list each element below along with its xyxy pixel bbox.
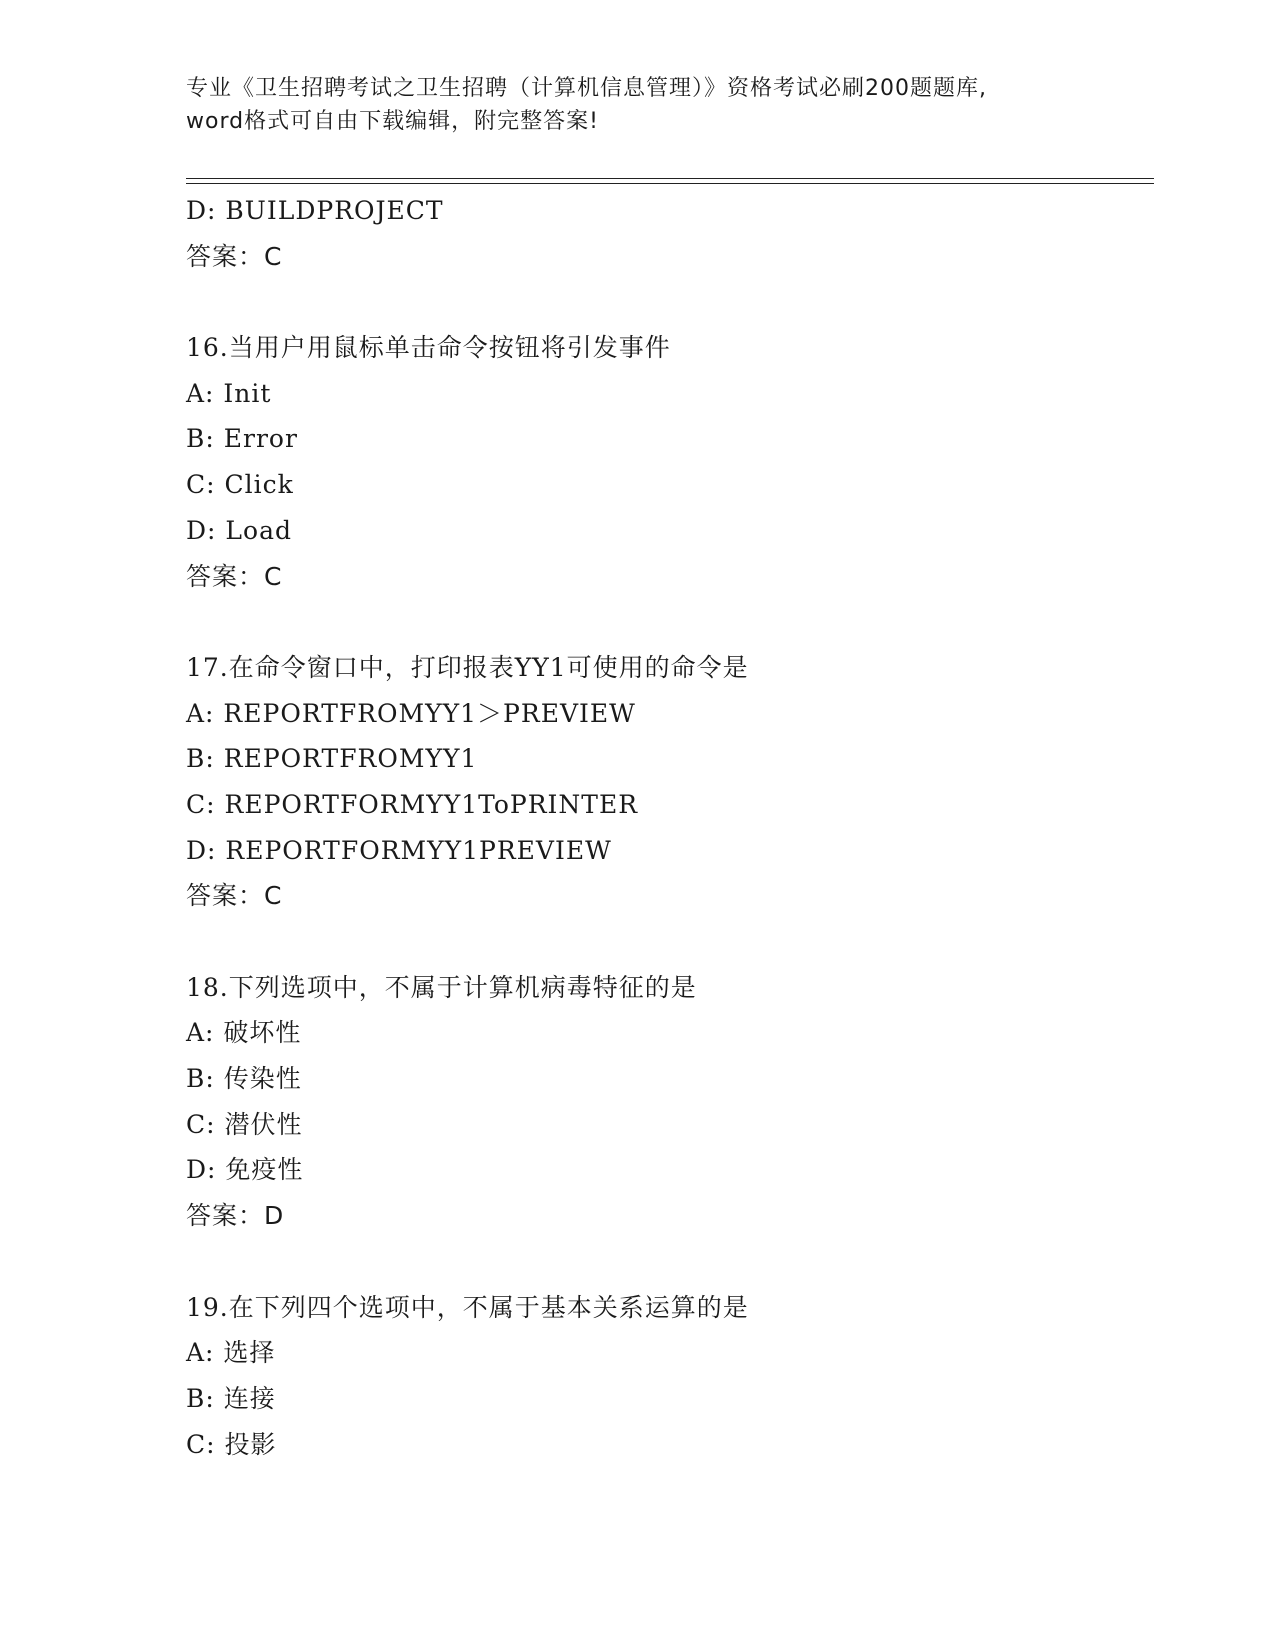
question-16 [186,325,1166,599]
option-a: A: REPORTFROMYY1＞PREVIEW [186,698,636,728]
option-b: B: 传染性 [186,1064,302,1094]
option-b: B: REPORTFROMYY1 [186,744,478,774]
answer-line: 答案：C [186,561,283,591]
question-18 [186,965,1166,1239]
option-c: C: REPORTFORMYY1ToPRINTER [186,789,639,819]
question-stem: 18.下列选项中，不属于计算机病毒特征的是 [186,972,697,1002]
question-19 [186,1285,1166,1468]
option-a: A: 选择 [186,1338,276,1368]
spacer [186,279,1166,325]
spacer [186,599,1166,645]
question-17 [186,645,1166,919]
spacer [186,1239,1166,1285]
answer-line: 答案：D [186,1201,285,1231]
option-b: B: 连接 [186,1383,276,1413]
option-d: D: Load [186,515,292,545]
option-c: C: 投影 [186,1429,277,1459]
document-header [186,72,1166,138]
question-stem: 16.当用户用鼠标单击命令按钮将引发事件 [186,333,671,363]
option-c: C: 潜伏性 [186,1109,303,1139]
question-stem: 19.在下列四个选项中，不属于基本关系运算的是 [186,1292,749,1322]
option-d: D: BUILDPROJECT [186,196,444,225]
option-d: D: 免疫性 [186,1155,304,1185]
spacer [186,919,1166,965]
header-line-1: 专业《卫生招聘考试之卫生招聘（计算机信息管理）》资格考试必刷200题题库, [186,76,987,101]
option-a: A: 破坏性 [186,1018,302,1048]
question-stem: 17.在命令窗口中，打印报表YY1可使用的命令是 [186,652,749,682]
option-d: D: REPORTFORMYY1PREVIEW [186,835,612,865]
option-b: B: Error [186,424,298,454]
option-c: C: Click [186,470,294,500]
answer-line: 答案：C [186,241,283,271]
option-a: A: Init [186,378,272,408]
previous-question-tail [186,188,1166,279]
answer-line: 答案：C [186,881,283,911]
header-divider [186,178,1154,184]
question-body [186,188,1166,1467]
header-line-2: word格式可自由下载编辑，附完整答案! [186,109,599,134]
